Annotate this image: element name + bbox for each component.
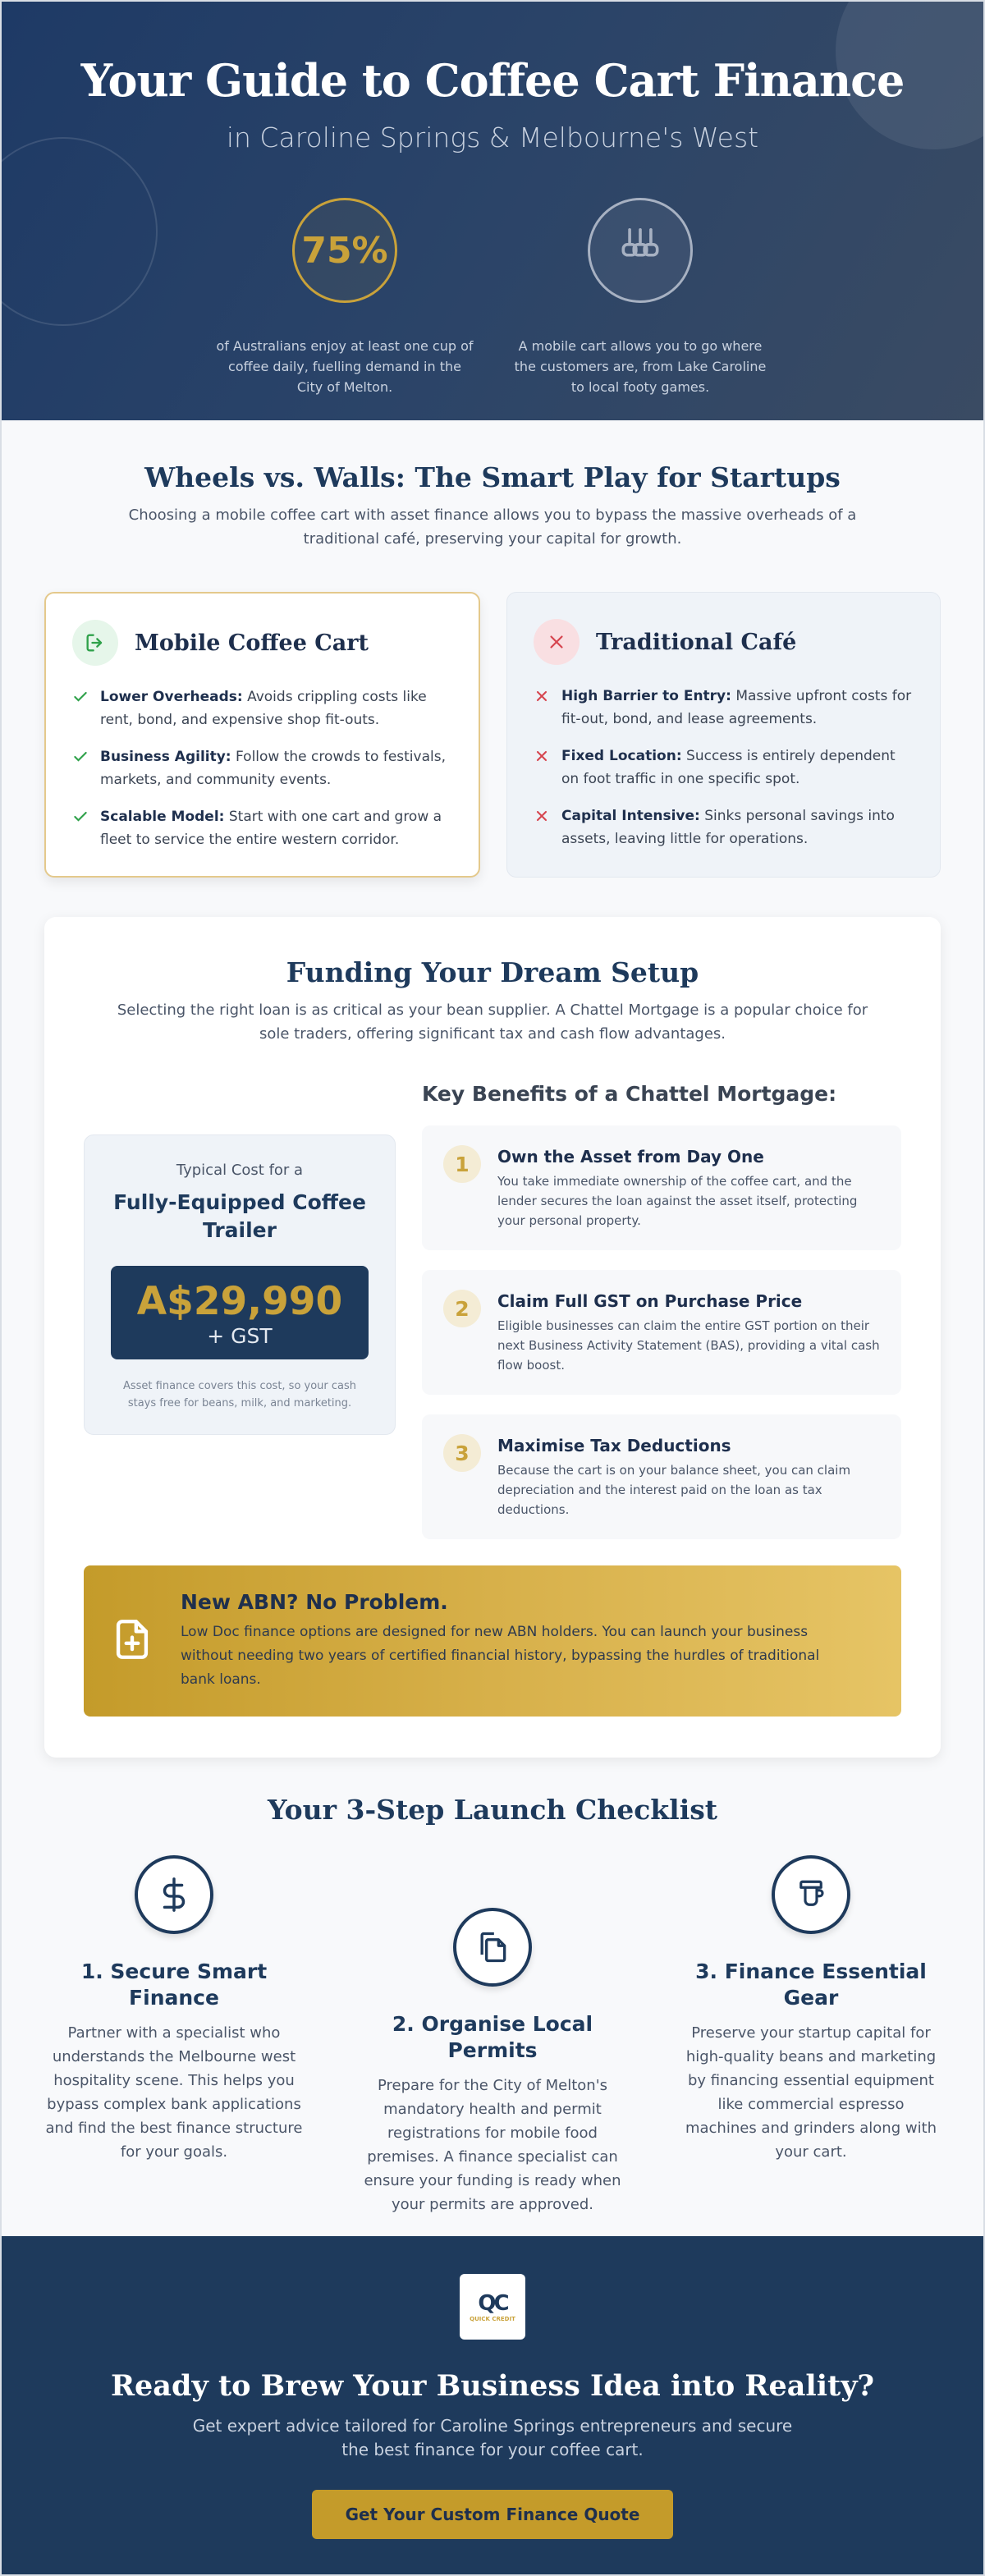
comparison-section [2, 420, 983, 878]
step-permits [353, 1908, 632, 2216]
cost-label: Typical Cost for a [176, 1162, 304, 1179]
stat-text: of Australians enjoy at least one cup of coffee daily, fuelling demand in the City of Melton. [216, 338, 474, 395]
cross-icon [534, 804, 550, 850]
stat-badge [292, 198, 397, 303]
section-intro: Choosing a mobile coffee cart with asset finance allows you to bypass the massive overheads of a traditional café, preserving your capital for growth. [128, 506, 857, 548]
cross-icon [534, 745, 550, 791]
benefit-number: 2 [443, 1290, 481, 1327]
funding-section [44, 917, 941, 1758]
step-title: 3. Finance Essential Gear [695, 1960, 927, 2010]
documents-icon [453, 1908, 532, 1987]
item-text: Follow the crowds to festivals, markets, and community events. [100, 749, 446, 788]
company-logo[interactable] [460, 2274, 525, 2340]
close-x-icon [534, 619, 580, 665]
checklist-section [2, 1758, 983, 2263]
funding-body [44, 1082, 941, 1559]
exit-arrow-icon [72, 620, 118, 666]
comparison-cards [2, 592, 983, 878]
item-label: Lower Overheads: [100, 689, 243, 705]
price-box [111, 1266, 369, 1359]
list-item [72, 745, 452, 791]
step-title: 1. Secure Smart Finance [80, 1960, 268, 2010]
list-item [534, 804, 914, 850]
benefit-title: Claim Full GST on Purchase Price [497, 1291, 803, 1311]
coffee-cup-icon [772, 1855, 850, 1934]
price-gst: + GST [207, 1324, 273, 1348]
list-item [534, 745, 914, 791]
cta-text: Get expert advice tailored for Caroline Springs entrepreneurs and secure the best finance for your coffee cart. [192, 2416, 793, 2459]
step-text: Prepare for the City of Melton's mandatory health and permit registrations for mobile food premises. A finance specialist can ensure your funding is ready when your permits are approved. [364, 2077, 621, 2213]
benefit-title: Own the Asset from Day One [497, 1147, 764, 1167]
step-gear [671, 1855, 951, 2216]
step-title: 2. Organise Local Permits [392, 2012, 593, 2062]
item-text: Massive upfront costs for fit-out, bond, and lease agreements. [561, 688, 912, 727]
step-finance [34, 1855, 314, 2216]
item-text: Sinks personal savings into assets, leaving little for operations. [561, 808, 895, 847]
page-subtitle: in Caroline Springs & Melbourne's West [226, 121, 759, 154]
abn-text: Low Doc finance options are designed for new ABN holders. You can launch your business without needing two years of certified financial history, bypassing the hurdles of traditional bank loans. [181, 1624, 820, 1688]
check-icon [72, 745, 89, 791]
benefit-item [422, 1270, 901, 1395]
item-label: Business Agility: [100, 749, 231, 765]
steps [2, 1855, 983, 2216]
list-item [72, 805, 452, 851]
dollar-icon [135, 1855, 213, 1934]
item-text: Avoids crippling costs like rent, bond, and expensive shop fit-outs. [100, 689, 427, 728]
traditional-cafe-card [506, 592, 941, 878]
stat-mobile-cart [509, 198, 772, 397]
abn-title: New ABN? No Problem. [181, 1590, 448, 1614]
benefit-text: Eligible businesses can claim the entire GST portion on their next Business Activity Statement (BAS), providing a vital cash flow boost. [497, 1318, 880, 1373]
cost-note: Asset finance covers this cost, so your cash stays free for beans, milk, and marketing. [122, 1380, 357, 1409]
item-label: Fixed Location: [561, 748, 682, 764]
cta-section [2, 2236, 983, 2574]
check-icon [72, 805, 89, 851]
file-plus-icon [108, 1616, 156, 1666]
cost-item: Fully-Equipped Coffee Trailer [113, 1190, 366, 1242]
page-title: Your Guide to Coffee Cart Finance [80, 54, 905, 107]
coffee-cart-icon [615, 223, 666, 277]
item-label: Scalable Model: [100, 809, 225, 825]
section-title: Your 3-Step Launch Checklist [267, 1794, 718, 1826]
hero-section [2, 2, 983, 420]
list-item [534, 685, 914, 731]
card-header [534, 619, 914, 665]
item-text: Success is entirely dependent on foot traffic in one specific spot. [561, 748, 896, 787]
card-header [72, 620, 452, 666]
abn-banner [84, 1565, 901, 1717]
card-title: Traditional Café [596, 629, 797, 655]
advantages-list [72, 685, 452, 851]
logo-text: QUICK CREDIT [470, 2316, 515, 2322]
stat-badge [588, 198, 693, 303]
section-intro: Selecting the right loan is as critical as your bean supplier. A Chattel Mortgage is a popular choice for sole traders, offering significant tax and cash flow advantages. [117, 1002, 868, 1043]
disadvantages-list [534, 685, 914, 850]
cta-title: Ready to Brew Your Business Idea into Reality? [110, 2369, 875, 2403]
benefits-title: Key Benefits of a Chattel Mortgage: [422, 1082, 837, 1106]
cross-icon [534, 685, 550, 731]
step-text: Partner with a specialist who understands the Melbourne west hospitality scene. This helps you bypass complex bank applications and find the best finance structure for your goals. [45, 2024, 303, 2161]
benefit-text: You take immediate ownership of the coffee cart, and the lender secures the loan against the asset itself, protecting your personal property. [497, 1174, 858, 1228]
stat-text: A mobile cart allows you to go where the customers are, from Lake Caroline to local footy games. [514, 338, 767, 395]
benefit-item [422, 1414, 901, 1539]
benefit-title: Maximise Tax Deductions [497, 1436, 731, 1455]
cost-card [84, 1134, 396, 1435]
benefit-text: Because the cart is on your balance sheet, you can claim depreciation and the interest paid on the loan as tax deductions. [497, 1463, 851, 1517]
section-title: Funding Your Dream Setup [286, 956, 699, 988]
mobile-cart-card [44, 592, 480, 878]
step-text: Preserve your startup capital for high-quality beans and marketing by financing essential equipment like commercial espresso machines and grinders along with your cart. [685, 2024, 937, 2161]
list-item [72, 685, 452, 731]
check-icon [72, 685, 89, 731]
benefits-list [422, 1082, 901, 1559]
card-title: Mobile Coffee Cart [135, 630, 369, 656]
get-quote-button[interactable]: Get Your Custom Finance Quote [312, 2490, 673, 2539]
section-title: Wheels vs. Walls: The Smart Play for Startups [144, 461, 841, 493]
logo-mark: QC [478, 2291, 507, 2316]
item-label: High Barrier to Entry: [561, 688, 731, 704]
benefit-number: 1 [443, 1145, 481, 1183]
item-text: Start with one cart and grow a fleet to service the entire western corridor. [100, 809, 442, 848]
stat-coffee-drinkers [213, 198, 476, 397]
item-label: Capital Intensive: [561, 808, 700, 824]
price-amount: A$29,990 [136, 1279, 343, 1324]
benefit-number: 3 [443, 1434, 481, 1472]
stat-value: 75% [301, 229, 388, 272]
benefit-item [422, 1125, 901, 1250]
